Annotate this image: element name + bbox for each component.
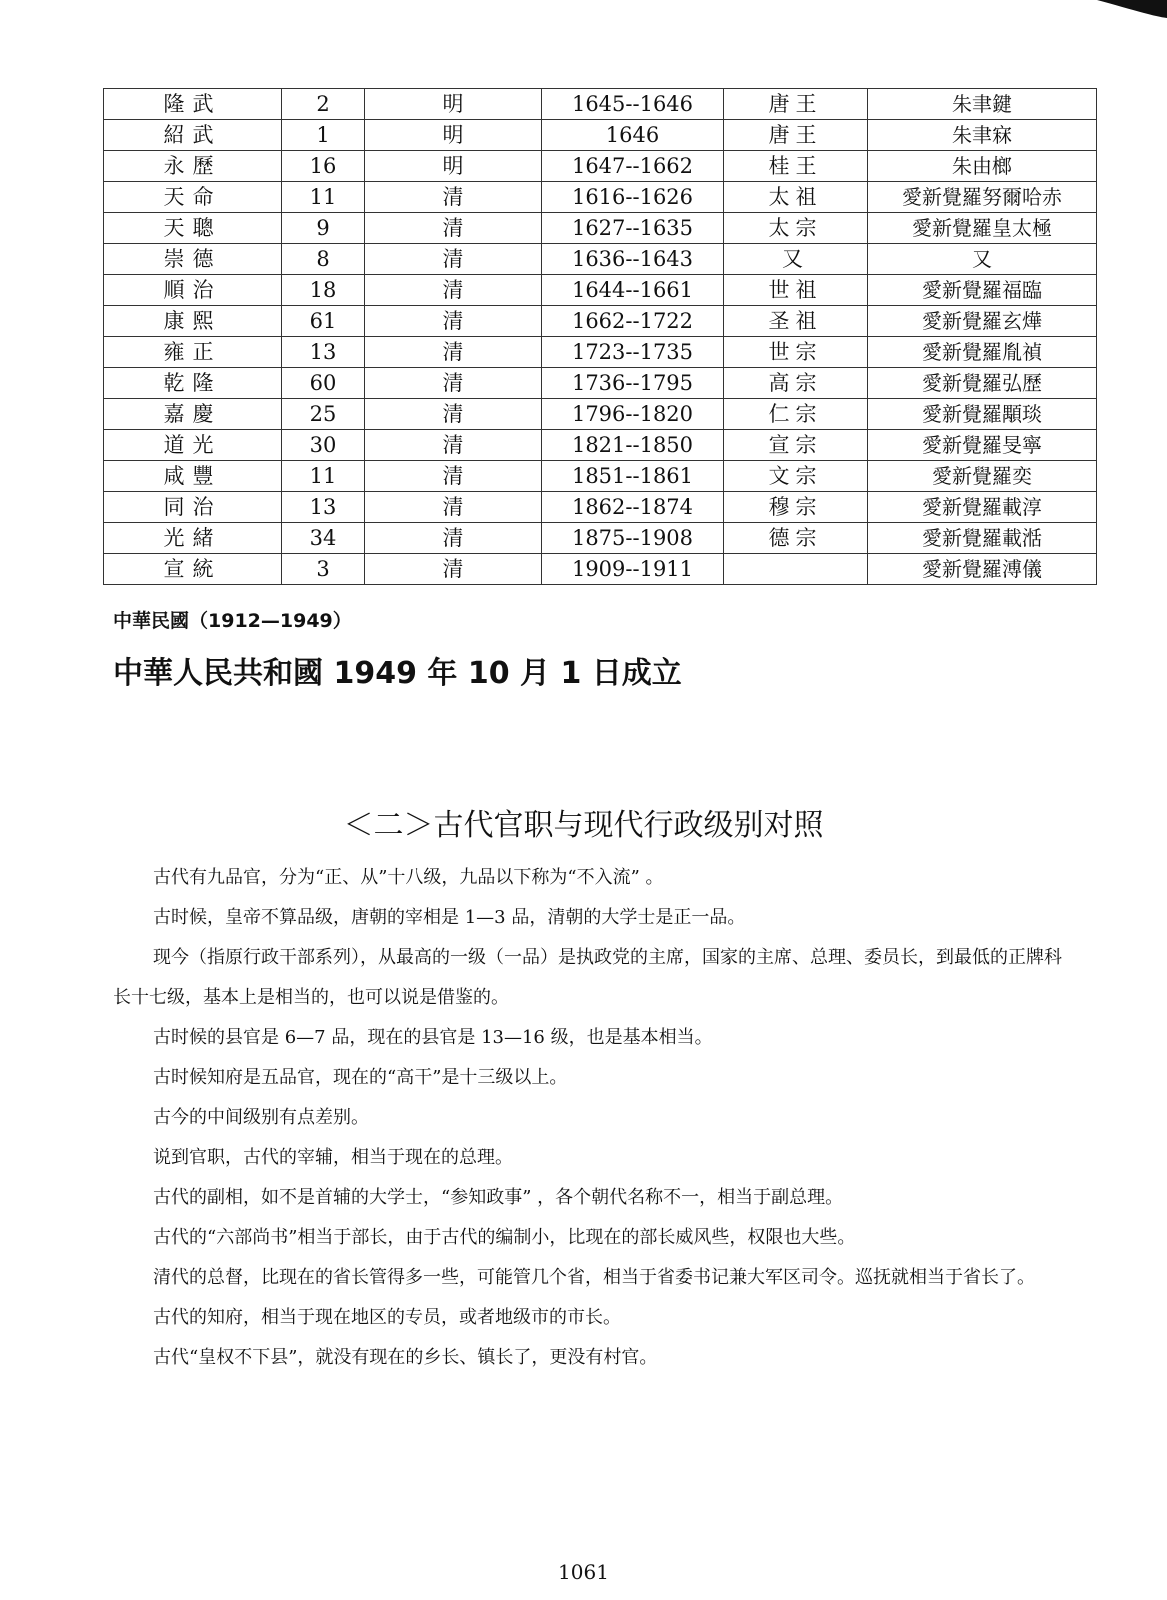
table-row <box>104 275 1097 306</box>
temple-title-cell: 德宗 <box>724 523 868 554</box>
personal-name-cell: 朱由榔 <box>868 151 1097 182</box>
era-cell: 咸豐 <box>104 461 282 492</box>
table-row <box>104 213 1097 244</box>
table-row <box>104 554 1097 585</box>
years-cell: 60 <box>282 368 365 399</box>
period-cell: 1862--1874 <box>542 492 724 523</box>
era-cell: 紹武 <box>104 120 282 151</box>
dynasty-cell: 清 <box>365 182 542 213</box>
years-cell: 11 <box>282 461 365 492</box>
dynasty-cell: 清 <box>365 523 542 554</box>
dynasty-cell: 清 <box>365 306 542 337</box>
period-cell: 1851--1861 <box>542 461 724 492</box>
table-row <box>104 151 1097 182</box>
table-row <box>104 182 1097 213</box>
prc-founding-line: 中華人民共和國 1949 年 10 月 1 日成立 <box>113 656 682 691</box>
temple-title-cell: 桂王 <box>724 151 868 182</box>
paragraph: 现今（指原行政干部系列），从最高的一级（一品）是执政党的主席，国家的主席、总理、委员长，到最低的正牌科长十七级，基本上是相当的，也可以说是借鉴的。 <box>113 947 1062 1008</box>
period-cell: 1647--1662 <box>542 151 724 182</box>
era-cell: 康熙 <box>104 306 282 337</box>
era-cell: 崇德 <box>104 244 282 275</box>
era-cell: 永歷 <box>104 151 282 182</box>
paragraph: 古代的知府，相当于现在地区的专员，或者地级市的市长。 <box>153 1307 621 1328</box>
temple-title-cell <box>724 554 868 585</box>
period-cell: 1821--1850 <box>542 430 724 461</box>
temple-title-cell: 穆宗 <box>724 492 868 523</box>
years-cell: 2 <box>282 89 365 120</box>
personal-name-cell: 愛新覺羅胤禎 <box>868 337 1097 368</box>
table-row <box>104 244 1097 275</box>
roc-period-line: 中華民國（1912—1949） <box>113 610 352 632</box>
dynasty-cell: 清 <box>365 554 542 585</box>
period-cell: 1723--1735 <box>542 337 724 368</box>
personal-name-cell: 愛新覺羅溥儀 <box>868 554 1097 585</box>
era-cell: 嘉慶 <box>104 399 282 430</box>
temple-title-cell: 宣宗 <box>724 430 868 461</box>
era-cell: 天聰 <box>104 213 282 244</box>
dynasty-cell: 清 <box>365 337 542 368</box>
dynasty-cell: 清 <box>365 213 542 244</box>
personal-name-cell: 愛新覺羅弘歷 <box>868 368 1097 399</box>
period-cell: 1796--1820 <box>542 399 724 430</box>
temple-title-cell: 唐王 <box>724 89 868 120</box>
paragraph: 清代的总督，比现在的省长管得多一些，可能管几个省，相当于省委书记兼大军区司令。巡抚就相当于省长了。 <box>153 1267 1035 1288</box>
table-row <box>104 368 1097 399</box>
dynasty-cell: 清 <box>365 275 542 306</box>
era-cell: 雍正 <box>104 337 282 368</box>
period-cell: 1909--1911 <box>542 554 724 585</box>
years-cell: 34 <box>282 523 365 554</box>
personal-name-cell: 愛新覺羅努爾哈赤 <box>868 182 1097 213</box>
personal-name-cell: 愛新覺羅玄燁 <box>868 306 1097 337</box>
table-row <box>104 461 1097 492</box>
dynasty-cell: 清 <box>365 430 542 461</box>
period-cell: 1736--1795 <box>542 368 724 399</box>
paragraph: 古代有九品官，分为“正、从”十八级，九品以下称为“不入流” 。 <box>153 867 664 888</box>
period-cell: 1646 <box>542 120 724 151</box>
era-cell: 宣統 <box>104 554 282 585</box>
page-number: 1061 <box>558 1560 609 1584</box>
reign-table <box>103 88 1097 585</box>
table-row <box>104 306 1097 337</box>
temple-title-cell: 世祖 <box>724 275 868 306</box>
dynasty-cell: 清 <box>365 492 542 523</box>
period-cell: 1627--1635 <box>542 213 724 244</box>
table-row <box>104 492 1097 523</box>
period-cell: 1636--1643 <box>542 244 724 275</box>
personal-name-cell: 朱聿㝝 <box>868 120 1097 151</box>
dynasty-cell: 明 <box>365 89 542 120</box>
temple-title-cell: 仁宗 <box>724 399 868 430</box>
dynasty-cell: 清 <box>365 244 542 275</box>
years-cell: 3 <box>282 554 365 585</box>
era-cell: 順治 <box>104 275 282 306</box>
table-row <box>104 89 1097 120</box>
personal-name-cell: 愛新覺羅奕 <box>868 461 1097 492</box>
paragraph: 古代的副相，如不是首辅的大学士，“参知政事” ，各个朝代名称不一，相当于副总理。 <box>153 1187 844 1208</box>
period-cell: 1616--1626 <box>542 182 724 213</box>
temple-title-cell: 唐王 <box>724 120 868 151</box>
paragraph: 古时候的县官是 6—7 品，现在的县官是 13—16 级，也是基本相当。 <box>153 1027 713 1048</box>
personal-name-cell: 愛新覺羅福臨 <box>868 275 1097 306</box>
reign-table-body <box>104 89 1097 585</box>
table-row <box>104 523 1097 554</box>
personal-name-cell: 又 <box>868 244 1097 275</box>
dynasty-cell: 明 <box>365 151 542 182</box>
paragraph: 说到官职，古代的宰辅，相当于现在的总理。 <box>153 1147 513 1168</box>
paragraph: 古时候知府是五品官，现在的“高干”是十三级以上。 <box>153 1067 568 1088</box>
dynasty-cell: 清 <box>365 399 542 430</box>
paragraph: 古代“皇权不下县”，就没有现在的乡长、镇长了，更没有村官。 <box>153 1347 658 1368</box>
personal-name-cell: 愛新覺羅載淳 <box>868 492 1097 523</box>
dynasty-cell: 清 <box>365 368 542 399</box>
temple-title-cell: 世宗 <box>724 337 868 368</box>
period-cell: 1645--1646 <box>542 89 724 120</box>
period-cell: 1875--1908 <box>542 523 724 554</box>
era-cell: 光緒 <box>104 523 282 554</box>
personal-name-cell: 朱聿鍵 <box>868 89 1097 120</box>
years-cell: 18 <box>282 275 365 306</box>
table-row <box>104 120 1097 151</box>
period-cell: 1644--1661 <box>542 275 724 306</box>
years-cell: 25 <box>282 399 365 430</box>
paragraph: 古今的中间级别有点差别。 <box>153 1107 369 1128</box>
period-cell: 1662--1722 <box>542 306 724 337</box>
paragraph: 古时候，皇帝不算品级，唐朝的宰相是 1—3 品，清朝的大学士是正一品。 <box>153 907 746 928</box>
temple-title-cell: 圣祖 <box>724 306 868 337</box>
section-title: ＜二＞古代官职与现代行政级别对照 <box>343 808 824 843</box>
era-cell: 天命 <box>104 182 282 213</box>
years-cell: 8 <box>282 244 365 275</box>
temple-title-cell: 又 <box>724 244 868 275</box>
scan-corner-mark <box>1057 0 1167 40</box>
years-cell: 30 <box>282 430 365 461</box>
personal-name-cell: 愛新覺羅旻寧 <box>868 430 1097 461</box>
era-cell: 乾隆 <box>104 368 282 399</box>
temple-title-cell: 太宗 <box>724 213 868 244</box>
table-row <box>104 430 1097 461</box>
era-cell: 道光 <box>104 430 282 461</box>
temple-title-cell: 文宗 <box>724 461 868 492</box>
temple-title-cell: 高宗 <box>724 368 868 399</box>
personal-name-cell: 愛新覺羅皇太極 <box>868 213 1097 244</box>
paragraph: 古代的“六部尚书”相当于部长，由于古代的编制小，比现在的部长威风些，权限也大些。 <box>153 1227 856 1248</box>
table-row <box>104 337 1097 368</box>
dynasty-cell: 明 <box>365 120 542 151</box>
years-cell: 13 <box>282 492 365 523</box>
temple-title-cell: 太祖 <box>724 182 868 213</box>
years-cell: 11 <box>282 182 365 213</box>
years-cell: 16 <box>282 151 365 182</box>
dynasty-cell: 清 <box>365 461 542 492</box>
years-cell: 13 <box>282 337 365 368</box>
body-text <box>113 858 1073 1378</box>
era-cell: 隆武 <box>104 89 282 120</box>
years-cell: 61 <box>282 306 365 337</box>
years-cell: 9 <box>282 213 365 244</box>
personal-name-cell: 愛新覺羅顒琰 <box>868 399 1097 430</box>
years-cell: 1 <box>282 120 365 151</box>
personal-name-cell: 愛新覺羅載湉 <box>868 523 1097 554</box>
table-row <box>104 399 1097 430</box>
era-cell: 同治 <box>104 492 282 523</box>
